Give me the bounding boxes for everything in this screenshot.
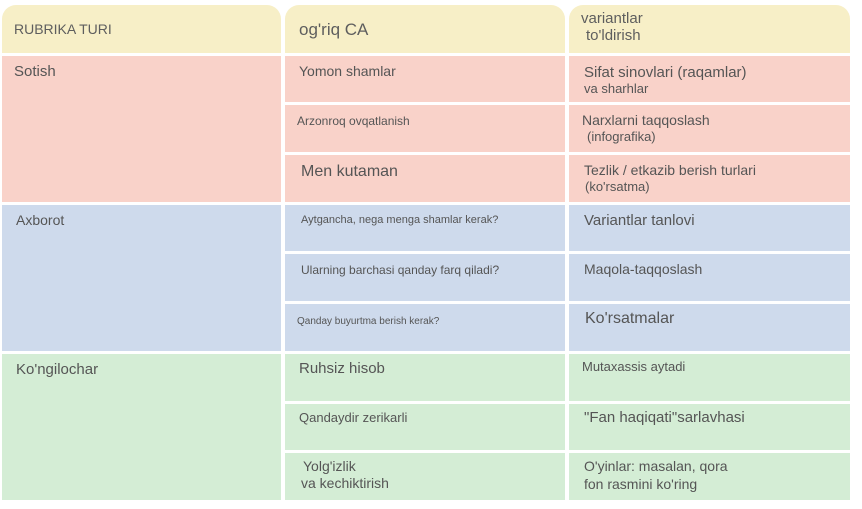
- option-text-line1: Maqola-taqqoslash: [584, 261, 703, 277]
- option-cell: [569, 304, 850, 351]
- header-cell-pain: [285, 5, 565, 53]
- option-text-line1: "Fan haqiqati"sarlavhasi: [584, 409, 745, 426]
- option-text-line1: Variantlar tanlovi: [584, 212, 695, 229]
- pain-text: Ruhsiz hisob: [299, 360, 385, 377]
- option-text-line2: va sharhlar: [584, 81, 649, 96]
- header-options-label-line1: variantlar: [581, 10, 643, 27]
- pain-cell: [285, 155, 565, 202]
- header-rubric-type-label: RUBRIKA TURI: [14, 21, 112, 37]
- pain-cell: [285, 56, 565, 102]
- pain-cell: [285, 254, 565, 301]
- pain-text: Men kutaman: [301, 163, 398, 180]
- pain-text-line1: Yolg'izlik: [303, 458, 356, 474]
- option-text-line1: Sifat sinovlari (raqamlar): [584, 64, 747, 81]
- header-pain-label: og'riq CA: [299, 20, 369, 39]
- option-cell: [569, 105, 850, 152]
- pain-text: Arzonroq ovqatlanish: [297, 114, 410, 128]
- option-cell: [569, 404, 850, 450]
- option-cell: [569, 155, 850, 202]
- pain-cell: [285, 453, 565, 500]
- option-text-line2: (ko'rsatma): [585, 179, 650, 194]
- group-cell-info: [2, 205, 281, 351]
- group-label-entertainment: Ko'ngilochar: [16, 361, 99, 378]
- option-text-line2: fon rasmini ko'ring: [584, 476, 698, 492]
- option-cell: [569, 254, 850, 301]
- pain-text: Ularning barchasi qanday farq qiladi?: [301, 263, 500, 277]
- header-options-label-line2: to'ldirish: [586, 27, 641, 44]
- option-text-line2: (infografika): [587, 129, 656, 144]
- option-text-line1: Mutaxassis aytadi: [582, 359, 686, 374]
- pain-text: Qanday buyurtma berish kerak?: [297, 316, 440, 327]
- group-label-info: Axborot: [16, 212, 65, 228]
- option-text-line1: O'yinlar: masalan, qora: [584, 458, 728, 474]
- option-text-line1: Narxlarni taqqoslash: [582, 112, 710, 128]
- option-cell: [569, 354, 850, 401]
- pain-text: Aytgancha, nega menga shamlar kerak?: [301, 214, 499, 226]
- pain-cell: [285, 354, 565, 401]
- pain-cell: [285, 404, 565, 450]
- header-cell-rubric-type: [2, 5, 281, 53]
- option-text-line1: Ko'rsatmalar: [585, 310, 675, 327]
- group-cell-entertainment: [2, 354, 281, 500]
- option-cell: [569, 56, 850, 102]
- pain-cell: [285, 304, 565, 351]
- pain-text: Yomon shamlar: [299, 63, 396, 79]
- option-text-line1: Tezlik / etkazib berish turlari: [584, 162, 756, 178]
- pain-cell: [285, 105, 565, 152]
- header-cell-options: [569, 5, 850, 53]
- group-label-sales: Sotish: [14, 63, 56, 80]
- option-cell: [569, 453, 850, 500]
- group-cell-sales: [2, 56, 281, 202]
- pain-text-line2: va kechiktirish: [301, 475, 389, 491]
- option-cell: [569, 205, 850, 251]
- pain-text: Qandaydir zerikarli: [299, 410, 408, 425]
- pain-cell: [285, 205, 565, 251]
